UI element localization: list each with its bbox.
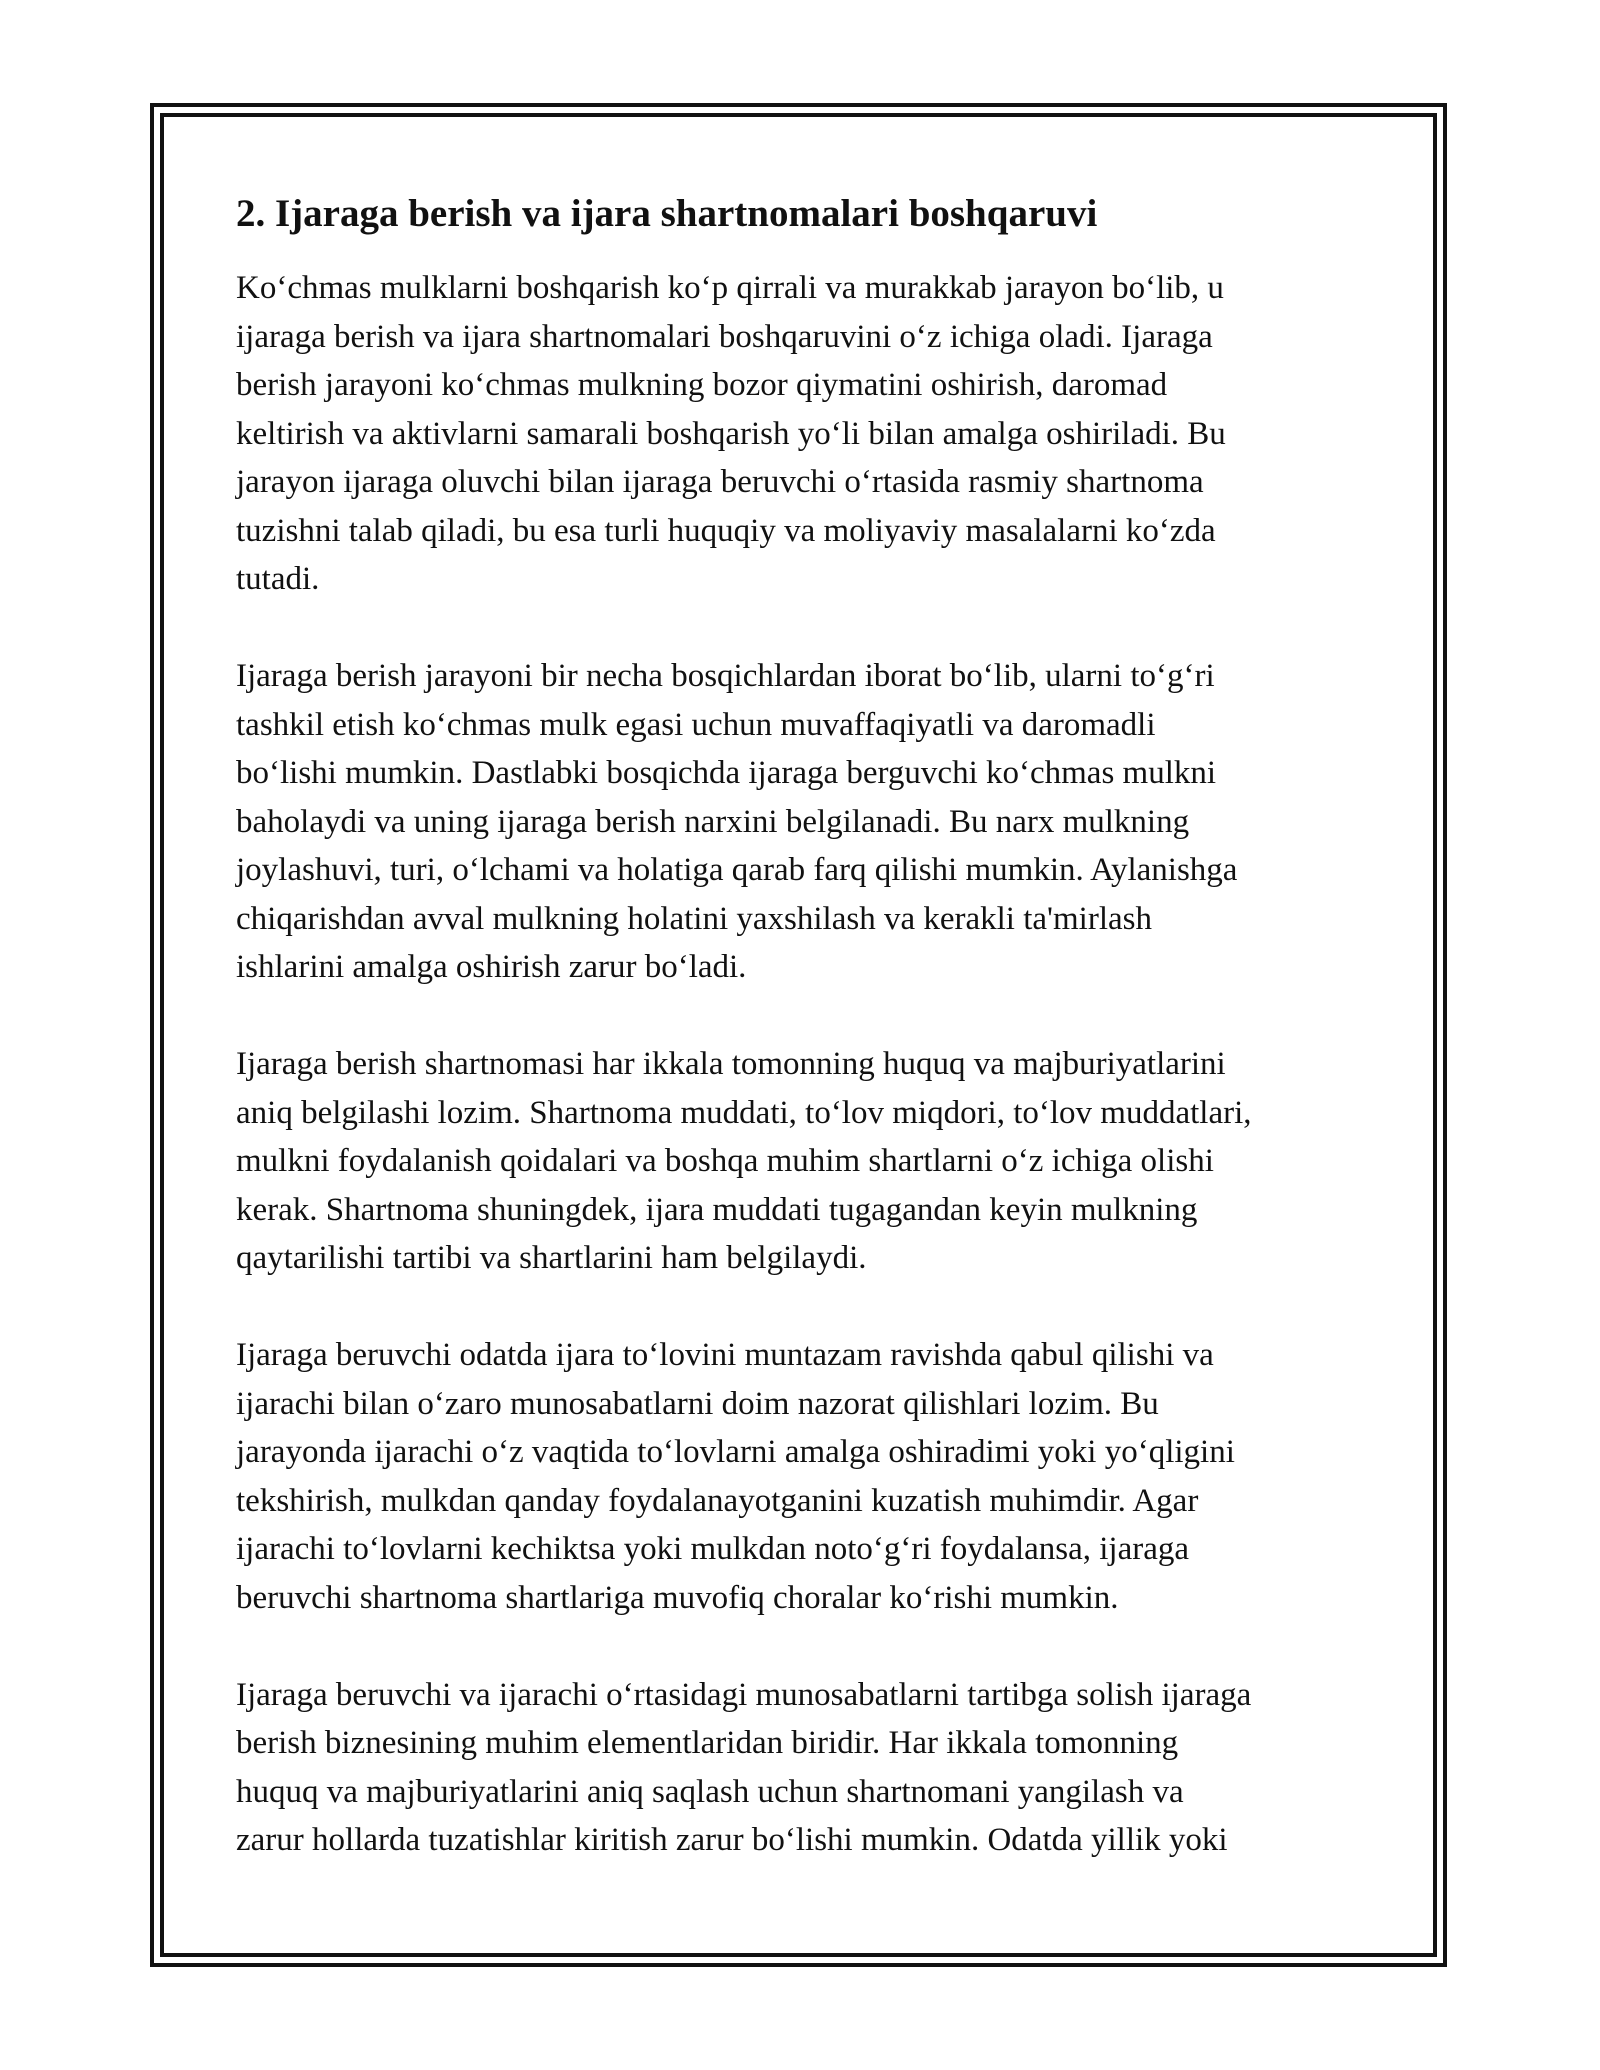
paragraph-line: Ijaraga beruvchi odatda ijara toʻlovini muntazam ravishda qabul qilishi va bbox=[236, 1337, 1214, 1373]
paragraph-line: tekshirish, mulkdan qanday foydalanayotganini kuzatish muhimdir. Agar bbox=[236, 1482, 1199, 1519]
paragraph-line: mulkni foydalanish qoidalari va boshqa muhim shartlarni oʻz ichiga olishi bbox=[236, 1143, 1214, 1179]
paragraph-line: berish jarayoni koʻchmas mulkning bozor qiymatini oshirish, daromad bbox=[236, 367, 1168, 403]
section-title: 2. Ijaraga berish va ijara shartnomalari boshqaruvi bbox=[236, 192, 1098, 235]
paragraph-4 bbox=[236, 1331, 1376, 1622]
paragraph-5 bbox=[236, 1671, 1376, 1865]
paragraph-line: kerak. Shartnoma shuningdek, ijara muddati tugagandan keyin mulkning bbox=[236, 1191, 1198, 1228]
paragraph-line: joylashuvi, turi, oʻlchami va holatiga qarab farq qilishi mumkin. Aylanishga bbox=[236, 852, 1238, 888]
paragraph-line: ijarachi bilan oʻzaro munosabatlarni doim nazorat qilishlari lozim. Bu bbox=[236, 1385, 1159, 1422]
paragraph-line: Ijaraga beruvchi va ijarachi oʻrtasidagi munosabatlarni tartibga solish ijaraga bbox=[236, 1676, 1252, 1713]
paragraph-line: beruvchi shartnoma shartlariga muvofiq choralar koʻrishi mumkin. bbox=[236, 1579, 1119, 1616]
paragraph-line: ijaraga berish va ijara shartnomalari boshqaruvini oʻz ichiga oladi. Ijaraga bbox=[236, 318, 1213, 355]
document-body bbox=[236, 190, 1376, 1865]
paragraph-list bbox=[236, 264, 1376, 1865]
paragraph-line: zarur hollarda tuzatishlar kiritish zarur boʻlishi mumkin. Odatda yillik yoki bbox=[236, 1822, 1228, 1858]
paragraph-line: tashkil etish koʻchmas mulk egasi uchun muvaffaqiyatli va daromadli bbox=[236, 706, 1156, 743]
paragraph-line: keltirish va aktivlarni samarali boshqarish yoʻli bilan amalga oshiriladi. Bu bbox=[236, 415, 1226, 452]
paragraph-line: ijarachi toʻlovlarni kechiktsa yoki mulkdan notoʻgʻri foydalansa, ijaraga bbox=[236, 1531, 1190, 1567]
paragraph-2 bbox=[236, 652, 1376, 992]
paragraph-line: Ijaraga berish shartnomasi har ikkala tomonning huquq va majburiyatlarini bbox=[236, 1046, 1226, 1082]
paragraph-line: berish biznesining muhim elementlaridan biridir. Har ikkala tomonning bbox=[236, 1725, 1179, 1761]
paragraph-line: qaytarilishi tartibi va shartlarini ham belgilaydi. bbox=[236, 1240, 867, 1276]
paragraph-line: tutadi. bbox=[236, 561, 320, 597]
paragraph-line: jarayonda ijarachi oʻz vaqtida toʻlovlarni amalga oshiradimi yoki yoʻqligini bbox=[236, 1434, 1235, 1470]
paragraph-line: baholaydi va uning ijaraga berish narxini belgilanadi. Bu narx mulkning bbox=[236, 803, 1190, 840]
paragraph-3 bbox=[236, 1040, 1376, 1283]
paragraph-line: chiqarishdan avval mulkning holatini yaxshilash va kerakli ta'mirlash bbox=[236, 900, 1152, 937]
paragraph-line: aniq belgilashi lozim. Shartnoma muddati, toʻlov miqdori, toʻlov muddatlari, bbox=[236, 1094, 1252, 1131]
paragraph-line: Ijaraga berish jarayoni bir necha bosqichlardan iborat boʻlib, ularni toʻgʻri bbox=[236, 658, 1215, 694]
paragraph-line: huquq va majburiyatlarini aniq saqlash uchun shartnomani yangilash va bbox=[236, 1773, 1184, 1810]
paragraph-line: tuzishni talab qiladi, bu esa turli huquqiy va moliyaviy masalalarni koʻzda bbox=[236, 512, 1216, 549]
paragraph-1 bbox=[236, 264, 1376, 604]
paragraph-line: jarayon ijaraga oluvchi bilan ijaraga beruvchi oʻrtasida rasmiy shartnoma bbox=[236, 464, 1204, 500]
paragraph-line: Koʻchmas mulklarni boshqarish koʻp qirrali va murakkab jarayon boʻlib, u bbox=[236, 270, 1224, 306]
paragraph-line: ishlarini amalga oshirish zarur boʻladi. bbox=[236, 949, 747, 985]
paragraph-line: boʻlishi mumkin. Dastlabki bosqichda ijaraga berguvchi koʻchmas mulkni bbox=[236, 755, 1217, 791]
